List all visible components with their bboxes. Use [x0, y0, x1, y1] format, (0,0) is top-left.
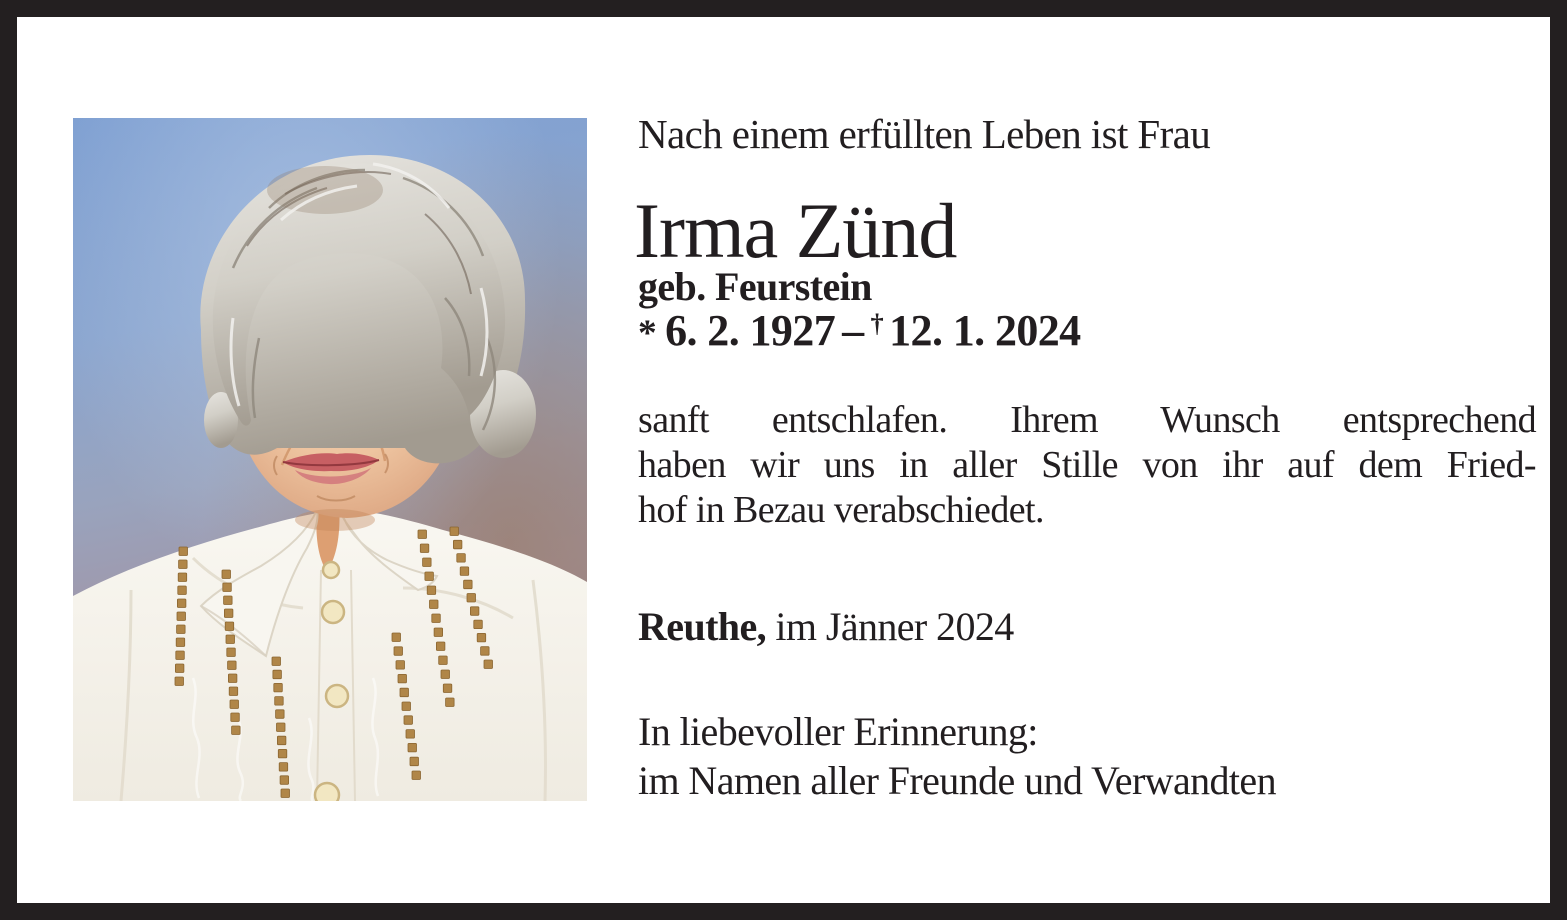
birth-date: 6. 2. 1927 [665, 306, 836, 355]
life-dates [638, 306, 1081, 355]
place-name: Reuthe, [638, 604, 767, 649]
closing-line-1: In liebevoller Erinnerung: [638, 709, 1038, 754]
farewell-line-2: haben wir uns in aller Stille von ihr auf dem Fried- [638, 444, 1536, 486]
death-symbol: † [870, 307, 884, 338]
birth-symbol: * [638, 313, 657, 354]
closing-line-2: im Namen aller Freunde und Verwandten [638, 758, 1276, 803]
portrait-photo [73, 118, 587, 801]
date-separator: – [842, 306, 864, 355]
deceased-name: Irma Zünd [634, 187, 957, 274]
death-date: 12. 1. 2024 [889, 306, 1081, 355]
farewell-paragraph [638, 398, 1536, 533]
place-date-line [638, 604, 1014, 649]
farewell-line-3: hof in Bezau verabschiedet. [638, 489, 1044, 531]
farewell-line-1: sanft entschlafen. Ihrem Wunsch entsprechend [638, 399, 1536, 441]
portrait-illustration [73, 118, 587, 801]
intro-line: Nach einem erfüllten Leben ist Frau [638, 111, 1211, 157]
month-year: im Jänner 2024 [775, 604, 1014, 649]
maiden-name: geb. Feurstein [638, 264, 872, 309]
